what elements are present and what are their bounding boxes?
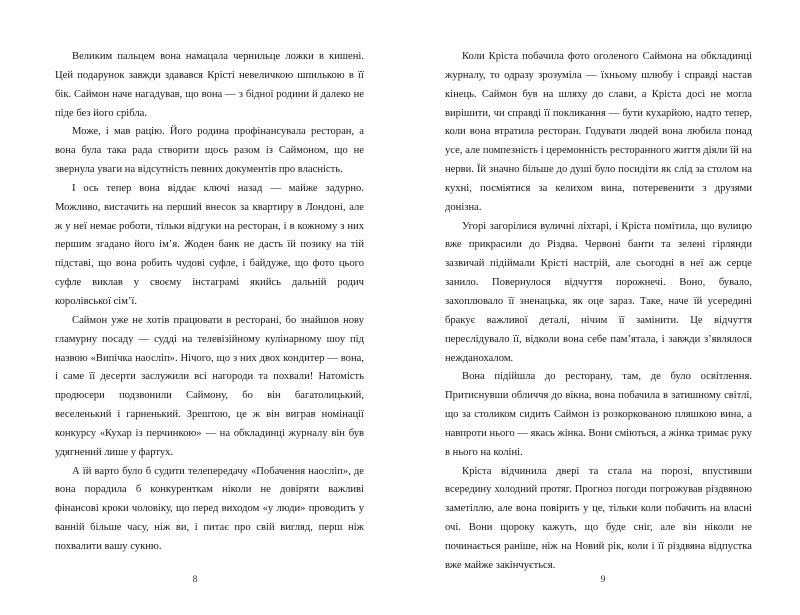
paragraph: Саймон уже не хотів працювати в ресторані, бо знайшов нову гламурну посаду — судді на телевізійному кулінарному шоу під назвою «Випічка наосліп». Нічого, що з них двох кондитер — вона, і саме її десерти заслужили всі нагороди та похвали! Натомість продюсери подзвонили Саймону, бо він багатолицький, веселенький і гарненький. Зрештою, це ж він виграв номінації конкурсу «Кухар із перчинкою» — на обкладинці журналу він був удягнений лише у фартух. — [55, 314, 364, 458]
page-right — [400, 0, 800, 615]
paragraph: І ось тепер вона віддає ключі назад — майже задурно. Можливо, вистачить на перший внесок за квартиру в Лондоні, але ж у неї немає роботи, тільки відгуки на ресторан, і в кожному з них першим згадано його ім’я. Жоден банк не дасть їй позику на тій підставі, що вона робить чудові суфле, і байдуже, що фото цього суфле виклав у своєму інстаграмі якийсь дальній родич королівської сім’ї. — [55, 182, 364, 307]
paragraph: А їй варто було б судити телепередачу «Побачення наосліп», де вона порадила б конкуренткам ніколи не довіряти важливі фінансові кроки чоловіку, що перед виходом «у люди» проводить у ванній більше часу, ніж ви, і питає про свій вигляд, перш ніж похвалити вашу сукню. — [55, 465, 364, 552]
page-number-left: 8 — [192, 575, 198, 585]
paragraph: Коли Кріста побачила фото оголеного Саймона на обкладинці журналу, то одразу зрозуміла — їхньому шлюбу і справді настав кінець. Саймон був на шляху до слави, а Кріста досі не могла вирішити, чи справді її покликання — бути кухарйою, надто тепер, коли вона втратила ресторан. Годувати людей вона любила понад усе, але помпезність і церемонність ресторанного життя діяли їй на нерви. Їй значно більше до душі було посидіти як слід за столом на кухні, посміятися за келихом вина, потеревенити з друзями донізна. — [445, 51, 752, 213]
right-page-text-column — [445, 48, 752, 576]
left-page-text-column — [55, 48, 364, 557]
paragraph: Кріста відчинила двері та стала на порозі, впустивши всередину холодний протяг. Прогноз погоди погрожував різдвяною заметіллю, але вона повірить у це, тільки коли побачить на власні очі. Вони щороку кажуть, що буде сніг, але він ніколи не починається раніше, ніж на Новий рік, коли і її різдвяна відпустка вже майже закінчується. — [445, 465, 752, 571]
paragraph: Великим пальцем вона намацала чернильце ложки в кишені. Цей подарунок завжди здавався Крісті невеличкою шпилькою в її бік. Саймон наче нагадував, що вона — з бідної родини й далеко не піде без його срібла. — [55, 51, 364, 119]
paragraph: Вона підійшла до ресторану, там, де було освітлення. Притиснувши обличчя до вікна, вона побачила в затишному світлі, що за столиком сидить Саймон із розкоркованою пляшкою вина, а навпроти нього — якась жінка. Вони сміються, а жінка тримає руку в нього на коліні. — [445, 371, 752, 458]
paragraph: Може, і мав рацію. Його родина профінансувала ресторан, а вона була така рада створити щось разом із Саймоном, що не звернула уваги на відсутність певних документів про власність. — [55, 126, 364, 176]
paragraph: Угорі загорілися вуличні ліхтарі, і Кріста помітила, що вулицю вже прикрасили до Різдва. Червоні банти та зелені гірлянди зазвичай підіймали Крісті настрій, але сьогодні в неї аж серце занило. Повернулося відчуття порожнечі. Воно, бувало, захоплювало її зненацька, як оце зараз. Таке, наче їй усередині бракує важливої деталі, нічим її замінити. Це відчуття переслідувало її, відколи вона себе пам’ятала, і завжди з’являлося нежданохалом. — [445, 220, 752, 364]
page-number-right: 9 — [600, 575, 606, 585]
